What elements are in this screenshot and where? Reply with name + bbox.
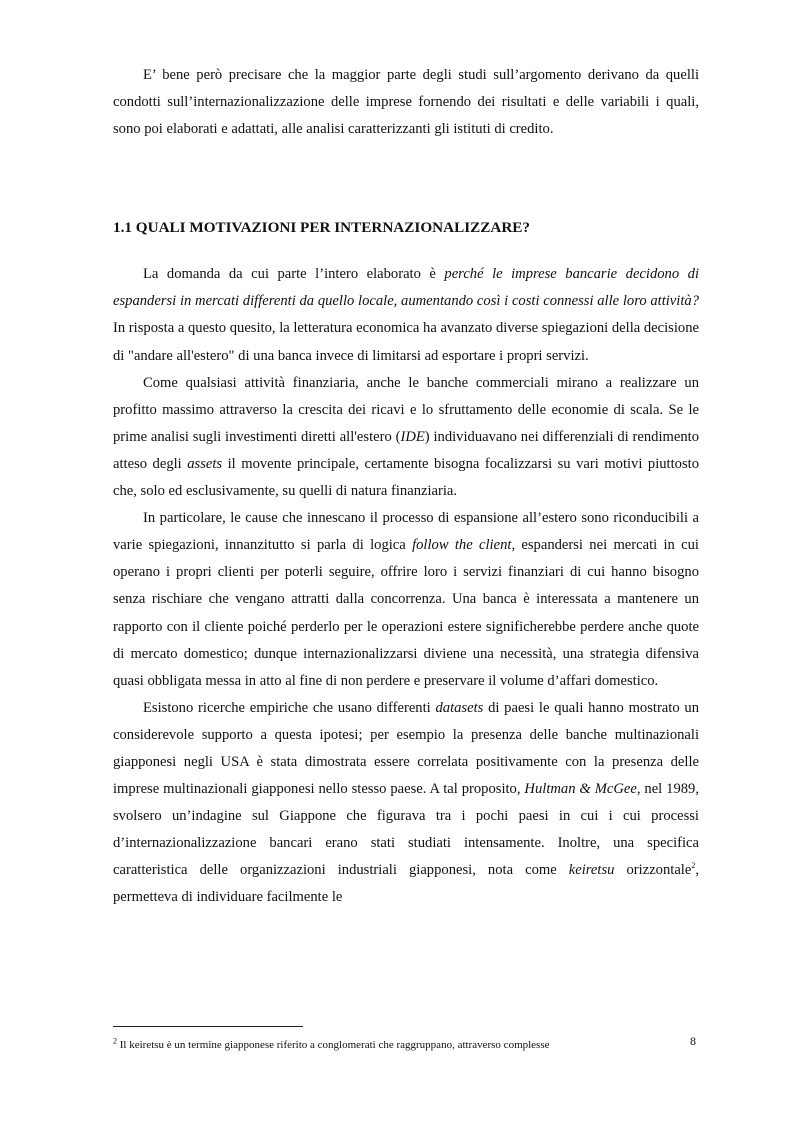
paragraph-3 <box>113 505 699 695</box>
page-number: 8 <box>690 1034 696 1048</box>
p2-text-e: il movente principale, certamente bisogna focalizzarsi su vari motivi piuttosto che, solo ed esclusivamente, su quelli di natura finanziaria. <box>113 455 699 500</box>
p4-text-e: , nel 1989, svolsero un’indagine sul Giappone che figurava tra i pochi paesi in cui i cui processi d’internazionalizzazione bancari erano stati studiati intensamente. Inoltre, una specifica caratteristica delle organizzazioni industriali giapponesi, nota come <box>113 781 699 879</box>
document-body <box>113 62 699 912</box>
p1-question: perché le imprese bancarie decidono di espandersi in mercati differenti da quello locale, aumentando così i costi connessi alle loro attività? <box>113 266 699 310</box>
paragraph-4 <box>113 695 699 912</box>
p4-datasets: datasets <box>435 699 484 716</box>
p3-text-a: In particolare, le cause che innescano il processo di espansione all’estero sono riconducibili a varie spiegazioni, innanzitutto si parla di logica <box>113 510 699 554</box>
p1-text-a: La domanda da cui parte l’intero elaborato è <box>143 266 445 283</box>
p4-text-a: Esistono ricerche empiriche che usano differenti <box>143 699 436 716</box>
footnote-ref[interactable]: 2 <box>691 861 696 871</box>
p1-text-c: In risposta a questo quesito, la letteratura economica ha avanzato diverse spiegazioni della decisione di "andare all'estero" di una banca invece di limitarsi ad esportare i propri servizi. <box>113 320 699 364</box>
p4-authors: Hultman & McGee <box>524 781 637 798</box>
paragraph-1 <box>113 261 699 369</box>
p4-text-c: di paesi le quali hanno mostrato un considerevole supporto a questa ipotesi; per esempio la presenza delle banche multinazionali giapponesi negli USA è stata dimostrata essere correlata positivamente con la presenza delle imprese multinazionali giapponesi nello stesso paese. A tal proposito, <box>113 699 699 798</box>
p2-text-c: ) individuavano nei differenziali di rendimento atteso degli <box>113 428 699 472</box>
p2-ide: IDE <box>400 428 425 445</box>
p4-keiretsu: keiretsu <box>568 862 615 879</box>
paragraph-2 <box>113 370 699 505</box>
footnote-text: Il keiretsu è un termine giapponese riferito a conglomerati che raggruppano, attraverso complesse <box>117 1039 550 1051</box>
p3-text-c: , espandersi nei mercati in cui operano i propri clienti per poterli seguire, offrire loro i servizi finanziari di cui hanno bisogno senza rischiare che vengano attratti dalla concorrenza. Una banca è interessata a mantenere un rapporto con il cliente poiché perderlo per le operazioni estere significherebbe perdere anche quote di mercato domestico; dunque internazionalizzarsi diviene una necessità, una strategia difensiva quasi obbligata messa in atto al fine di non perdere e preservare il volume d’affari domestico. <box>113 537 699 689</box>
p2-assets: assets <box>187 455 223 472</box>
footnote <box>113 1038 699 1052</box>
p3-follow-the-client: follow the client <box>412 537 512 554</box>
section-heading: 1.1 QUALI MOTIVAZIONI PER INTERNAZIONALIZZARE? <box>113 219 531 237</box>
p2-text-a: Come qualsiasi attività finanziaria, anche le banche commerciali mirano a realizzare un profitto massimo attraverso la crescita dei ricavi e lo sfruttamento delle economie di scala. Se le prime analisi sugli investimenti diretti all'estero ( <box>113 374 699 445</box>
p4-text-g: orizzontale <box>614 862 692 879</box>
footnote-number: 2 <box>113 1038 117 1046</box>
footnote-divider <box>113 1026 303 1027</box>
p4-text-h: , permetteva di individuare facilmente le <box>113 862 699 906</box>
intro-paragraph: E’ bene però precisare che la maggior parte degli studi sull’argomento derivano da quelli condotti sull’internazionalizzazione delle imprese fornendo dei risultati e delle variabili i quali, sono poi elaborati e adattati, alle analisi caratterizzanti gli istituti di credito. <box>113 67 699 138</box>
